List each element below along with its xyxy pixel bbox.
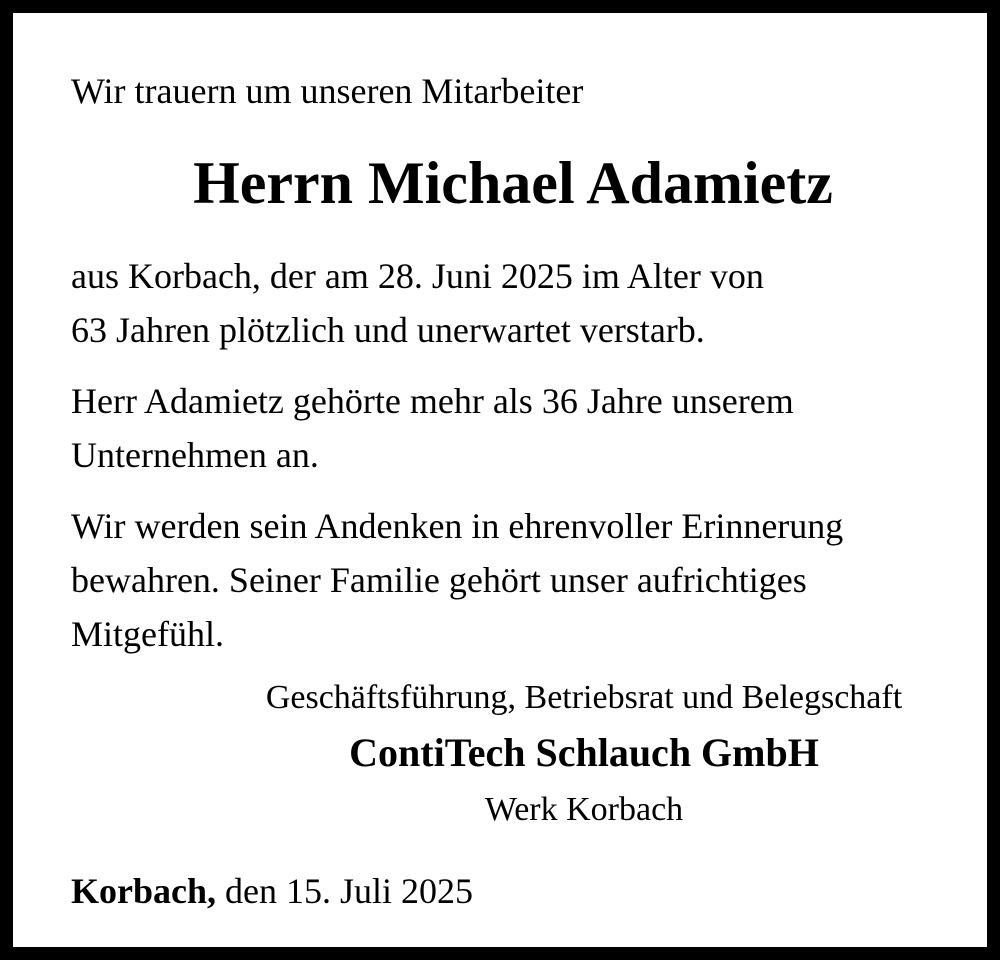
intro-line: Wir trauern um unseren Mitarbeiter bbox=[71, 71, 584, 111]
signers-line: Geschäftsführung, Betriebsrat und Belegschaft bbox=[265, 679, 903, 716]
deceased-name: Herrn Michael Adamietz bbox=[193, 150, 833, 216]
date-line bbox=[71, 873, 473, 909]
company-name: ContiTech Schlauch GmbH bbox=[349, 730, 819, 775]
date-text: den 15. Juli 2025 bbox=[216, 871, 474, 911]
paragraph-3-line-2: bewahren. Seiner Familie gehört unser aufrichtiges bbox=[71, 560, 807, 600]
paragraph-2-line-2: Unternehmen an. bbox=[71, 435, 319, 475]
date-place: Korbach, bbox=[71, 871, 217, 911]
paragraph-1-line-1: aus Korbach, der am 28. Juni 2025 im Alter von bbox=[71, 256, 764, 296]
paragraph-2-line-1: Herr Adamietz gehörte mehr als 36 Jahre unserem bbox=[71, 381, 794, 421]
paragraph-3-line-3: Mitgefühl. bbox=[71, 614, 224, 654]
plant-name: Werk Korbach bbox=[484, 791, 684, 828]
paragraph-3-line-1: Wir werden sein Andenken in ehrenvoller Erinnerung bbox=[71, 506, 844, 546]
paragraph-1-line-2: 63 Jahren plötzlich und unerwartet verstarb. bbox=[71, 310, 705, 350]
